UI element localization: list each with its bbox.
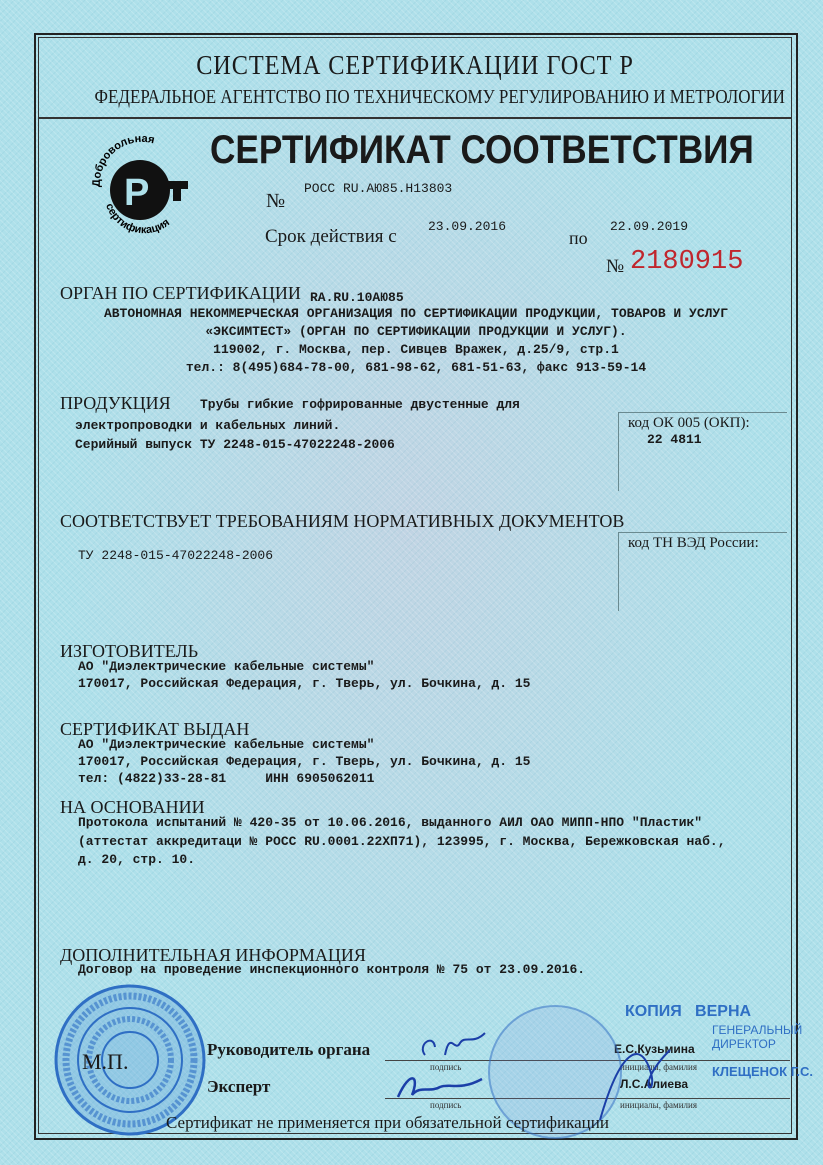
okp-box: [618, 412, 787, 491]
conformity-doc: ТУ 2248-015-47022248-2006: [78, 548, 274, 563]
conformity-label: СООТВЕТСТВУЕТ ТРЕБОВАНИЯМ НОРМАТИВНЫХ ДОКУМЕНТОВ: [60, 511, 625, 531]
expert-signature-icon: [390, 1065, 490, 1105]
basis-line-1: Протокола испытаний № 420-35 от 10.06.2016, выданного АИЛ ОАО МИПП-НПО "Пластик": [78, 815, 703, 830]
head-sign-caption: подпись: [430, 1062, 462, 1072]
expert-name: Л.С.Алиева: [620, 1077, 688, 1091]
okp-value: 22 4811: [647, 432, 702, 447]
issued-line-3: тел: (4822)33-28-81 ИНН 6905062011: [78, 771, 375, 786]
manufacturer-line-1: АО "Диэлектрические кабельные системы": [78, 659, 375, 674]
body-line: тел.: 8(495)684-78-00, 681-98-62, 681-51-63, факс 913-59-14: [185, 360, 647, 375]
basis-line-3: д. 20, стр. 10.: [78, 852, 196, 867]
copy-stamp-line-2: ГЕНЕРАЛЬНЫЙ ДИРЕКТОР: [712, 1023, 803, 1051]
copy-stamp-line-3: КЛЕЩЕНОК Г.С.: [712, 1064, 814, 1079]
body-line: 119002, г. Москва, пер. Сивцев Вражек, д.25/9, стр.1: [213, 342, 619, 357]
okp-label: код ОК 005 (ОКП):: [628, 415, 750, 431]
logo-bottom-text: сертификация: [103, 201, 173, 235]
head-label: Руководитель органа: [207, 1040, 371, 1059]
serial-number: 2180915: [630, 247, 744, 277]
rst-logo: [88, 135, 198, 235]
valid-to: 22.09.2019: [610, 219, 689, 234]
head-signature-icon: [415, 1025, 495, 1065]
tnved-label: код ТН ВЭД России:: [628, 535, 759, 551]
basis-label: НА ОСНОВАНИИ: [60, 797, 205, 817]
body-line: «ЭКСИМТЕСТ» (ОРГАН ПО СЕРТИФИКАЦИИ ПРОДУКЦИИ И УСЛУГ).: [205, 324, 627, 339]
logo-top-text: Добровольная: [90, 135, 156, 188]
body-code: RA.RU.10АЮ85: [310, 290, 404, 305]
issued-line-2: 170017, Российская Федерация, г. Тверь, ул. Бочкина, д. 15: [78, 754, 531, 769]
expert-label: Эксперт: [207, 1077, 271, 1096]
expert-sign-caption: подпись: [430, 1100, 462, 1110]
issued-label: СЕРТИФИКАТ ВЫДАН: [60, 719, 250, 739]
body-details: [40, 305, 792, 377]
product-label: ПРОДУКЦИЯ: [60, 393, 171, 413]
manufacturer-label: ИЗГОТОВИТЕЛЬ: [60, 641, 199, 661]
product-line-1: Трубы гибкие гофрированные двустенные для: [200, 397, 520, 412]
valid-from: 23.09.2016: [428, 219, 507, 234]
issued-line-1: АО "Диэлектрические кабельные системы": [78, 737, 375, 752]
head-name: Е.С.Кузьмина: [614, 1042, 695, 1056]
additional-label: ДОПОЛНИТЕЛЬНАЯ ИНФОРМАЦИЯ: [60, 945, 366, 965]
system-title: СИСТЕМА СЕРТИФИКАЦИИ ГОСТ Р: [196, 50, 634, 80]
additional-line-1: Договор на проведение инспекционного контроля № 75 от 23.09.2016.: [78, 962, 586, 977]
copy-stamp-line-1: КОПИЯ ВЕРНА: [625, 1003, 752, 1020]
certificate-title: СЕРТИФИКАТ СООТВЕТСТВИЯ: [210, 128, 754, 172]
header-divider: [38, 117, 792, 119]
expert-name-caption: инициалы, фамилия: [620, 1100, 697, 1110]
head-name-caption: инициалы, фамилия: [620, 1062, 697, 1072]
body-label: ОРГАН ПО СЕРТИФИКАЦИИ: [60, 283, 301, 303]
agency-title: ФЕДЕРАЛЬНОЕ АГЕНТСТВО ПО ТЕХНИЧЕСКОМУ РЕГУЛИРОВАНИЮ И МЕТРОЛОГИИ: [94, 86, 785, 108]
product-line-3: Серийный выпуск ТУ 2248-015-47022248-2006: [75, 437, 395, 452]
body-line: АВТОНОМНАЯ НЕКОММЕРЧЕСКАЯ ОРГАНИЗАЦИЯ ПО СЕРТИФИКАЦИИ ПРОДУКЦИИ, ТОВАРОВ И УСЛУГ: [103, 306, 729, 321]
to-label: по: [569, 228, 588, 248]
product-line-2: электропроводки и кабельных линий.: [75, 418, 341, 433]
svg-text:P: P: [124, 172, 150, 214]
footer-note: Сертификат не применяется при обязательной сертификации: [166, 1113, 609, 1132]
serial-label: №: [606, 256, 625, 277]
manufacturer-line-2: 170017, Российская Федерация, г. Тверь, ул. Бочкина, д. 15: [78, 676, 531, 691]
tnved-box: [618, 532, 787, 611]
basis-line-2: (аттестат аккредитаци № РОСС RU.0001.22ХП71), 123995, г. Москва, Бережковская наб.,: [78, 834, 726, 849]
seal-mark-label: М.П.: [82, 1049, 129, 1074]
number-label: №: [266, 190, 286, 212]
certificate-number: РОСС RU.АЮ85.Н13803: [304, 181, 453, 196]
validity-label: Срок действия с: [265, 226, 397, 247]
